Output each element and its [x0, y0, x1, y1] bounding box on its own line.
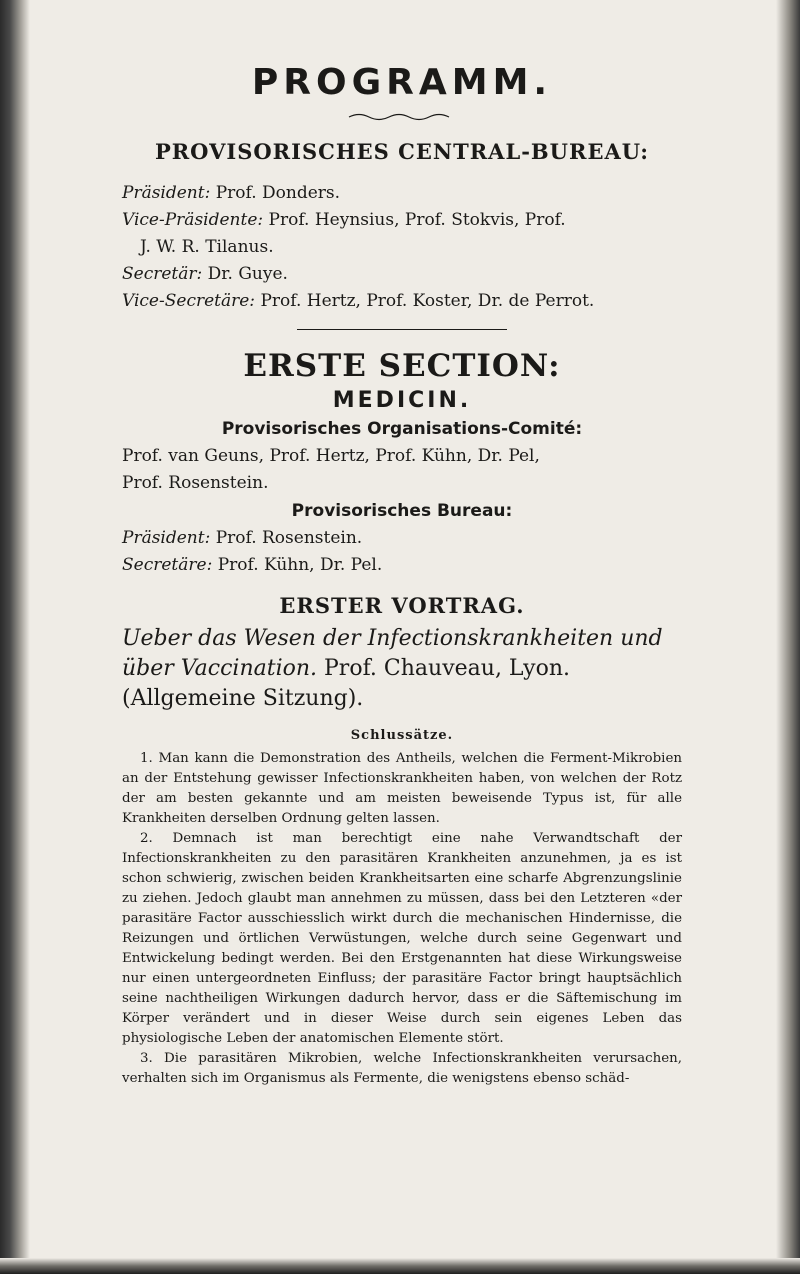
committee-row-president	[122, 180, 682, 207]
lecture-title-italic: über Vaccination.	[122, 656, 318, 681]
page-edge-bottom	[0, 1258, 800, 1274]
page-edge-right	[776, 0, 800, 1274]
role-label: Vice-Präsidente:	[122, 210, 264, 230]
role-label: Vice-Secretäre:	[122, 291, 256, 311]
lecture-title-line-2	[122, 654, 682, 684]
page-content	[122, 62, 682, 1089]
bureau-heading: Provisorisches Bureau:	[291, 501, 513, 521]
bureau-row-president	[122, 525, 682, 552]
member-names: Prof. Donders.	[215, 183, 341, 203]
page-edge-left	[0, 0, 30, 1274]
role-label: Präsident:	[122, 528, 211, 548]
member-names: Prof. Rosenstein.	[215, 528, 363, 548]
role-label: Secretär:	[122, 264, 203, 284]
member-names: Prof. Hertz, Prof. Koster, Dr. de Perrot.	[260, 291, 595, 311]
role-label: Präsident:	[122, 183, 211, 203]
lecture-session: (Allgemeine Sitzung).	[122, 686, 364, 711]
member-names: Prof. Kühn, Dr. Pel.	[217, 555, 383, 575]
lecture-heading: ERSTER VORTRAG.	[279, 593, 525, 618]
role-label: Secretäre:	[122, 555, 213, 575]
theses-heading: Schlussätze.	[350, 728, 454, 743]
organisation-members-line: Prof. van Geuns, Prof. Hertz, Prof. Kühn, Dr. Pel,	[122, 446, 540, 466]
committee-row-secretary	[122, 261, 682, 288]
section-name: MEDICIN.	[332, 388, 472, 413]
page-title: PROGRAMM.	[251, 62, 553, 103]
section-heading: ERSTE SECTION:	[243, 348, 561, 384]
flourish-ornament	[347, 111, 457, 121]
committee-row-vice-secretaries	[122, 288, 682, 315]
lecture-speaker: Prof. Chauveau, Lyon.	[317, 656, 570, 681]
bureau-row-secretaries	[122, 552, 682, 579]
thesis-paragraph: 3. Die parasitären Mikrobien, welche Infectionskrankheiten verursachen, verhalten sich im Organismus als Fermente, die wenigstens ebenso schäd-	[122, 1051, 682, 1086]
committee-row-continuation	[122, 234, 682, 261]
member-names: Dr. Guye.	[207, 264, 288, 284]
member-names: J. W. R. Tilanus.	[140, 237, 274, 257]
organisation-members-line: Prof. Rosenstein.	[122, 473, 269, 493]
thesis-paragraph: 2. Demnach ist man berechtigt eine nahe Verwandtschaft der Infectionskrankheiten zu den parasitären Krankheiten anzunehmen, ja es ist schon schwierig, zwischen beiden Krankheitsarten eine scharfe Abgrenzungslinie zu ziehen. Jedoch glaubt man annehmen zu müssen, dass bei den Letzteren «der parasitäre Factor ausschiesslich wirkt durch die mechanischen Hindernisse, die Reizungen und örtlichen Verwüstungen, welche durch seine Gegenwart und Entwickelung bedingt werden. Bei den Erstgenannten hat diese Wirkungsweise nur einen untergeordneten Einfluss; der parasitäre Factor bringt hauptsächlich seine nachtheiligen Wirkungen dadurch hervor, dass er die Säftemischung im Körper verändert und in dieser Weise durch sein eigenes Leben das physiologische Leben der anatomischen Elemente stört.	[122, 831, 682, 1046]
organisation-heading: Provisorisches Organisations-Comité:	[221, 419, 583, 439]
lecture-title-italic: Ueber das Wesen der Infectionskrankheiten und	[122, 626, 663, 651]
lecture-title-line-1	[122, 624, 682, 654]
section-divider	[297, 329, 507, 330]
committee-heading: PROVISORISCHES CENTRAL-BUREAU:	[154, 139, 650, 164]
committee-row-vice-presidents	[122, 207, 682, 234]
member-names: Prof. Heynsius, Prof. Stokvis, Prof.	[268, 210, 566, 230]
thesis-paragraph: 1. Man kann die Demonstration des Antheils, welchen die Ferment-Mikrobien an der Entstehung gewisser Infectionskrankheiten haben, von welchen der Rotz der am besten gekannte und am meisten beweisende Typus ist, für alle Krankheiten derselben Ordnung gelten lassen.	[122, 751, 682, 826]
